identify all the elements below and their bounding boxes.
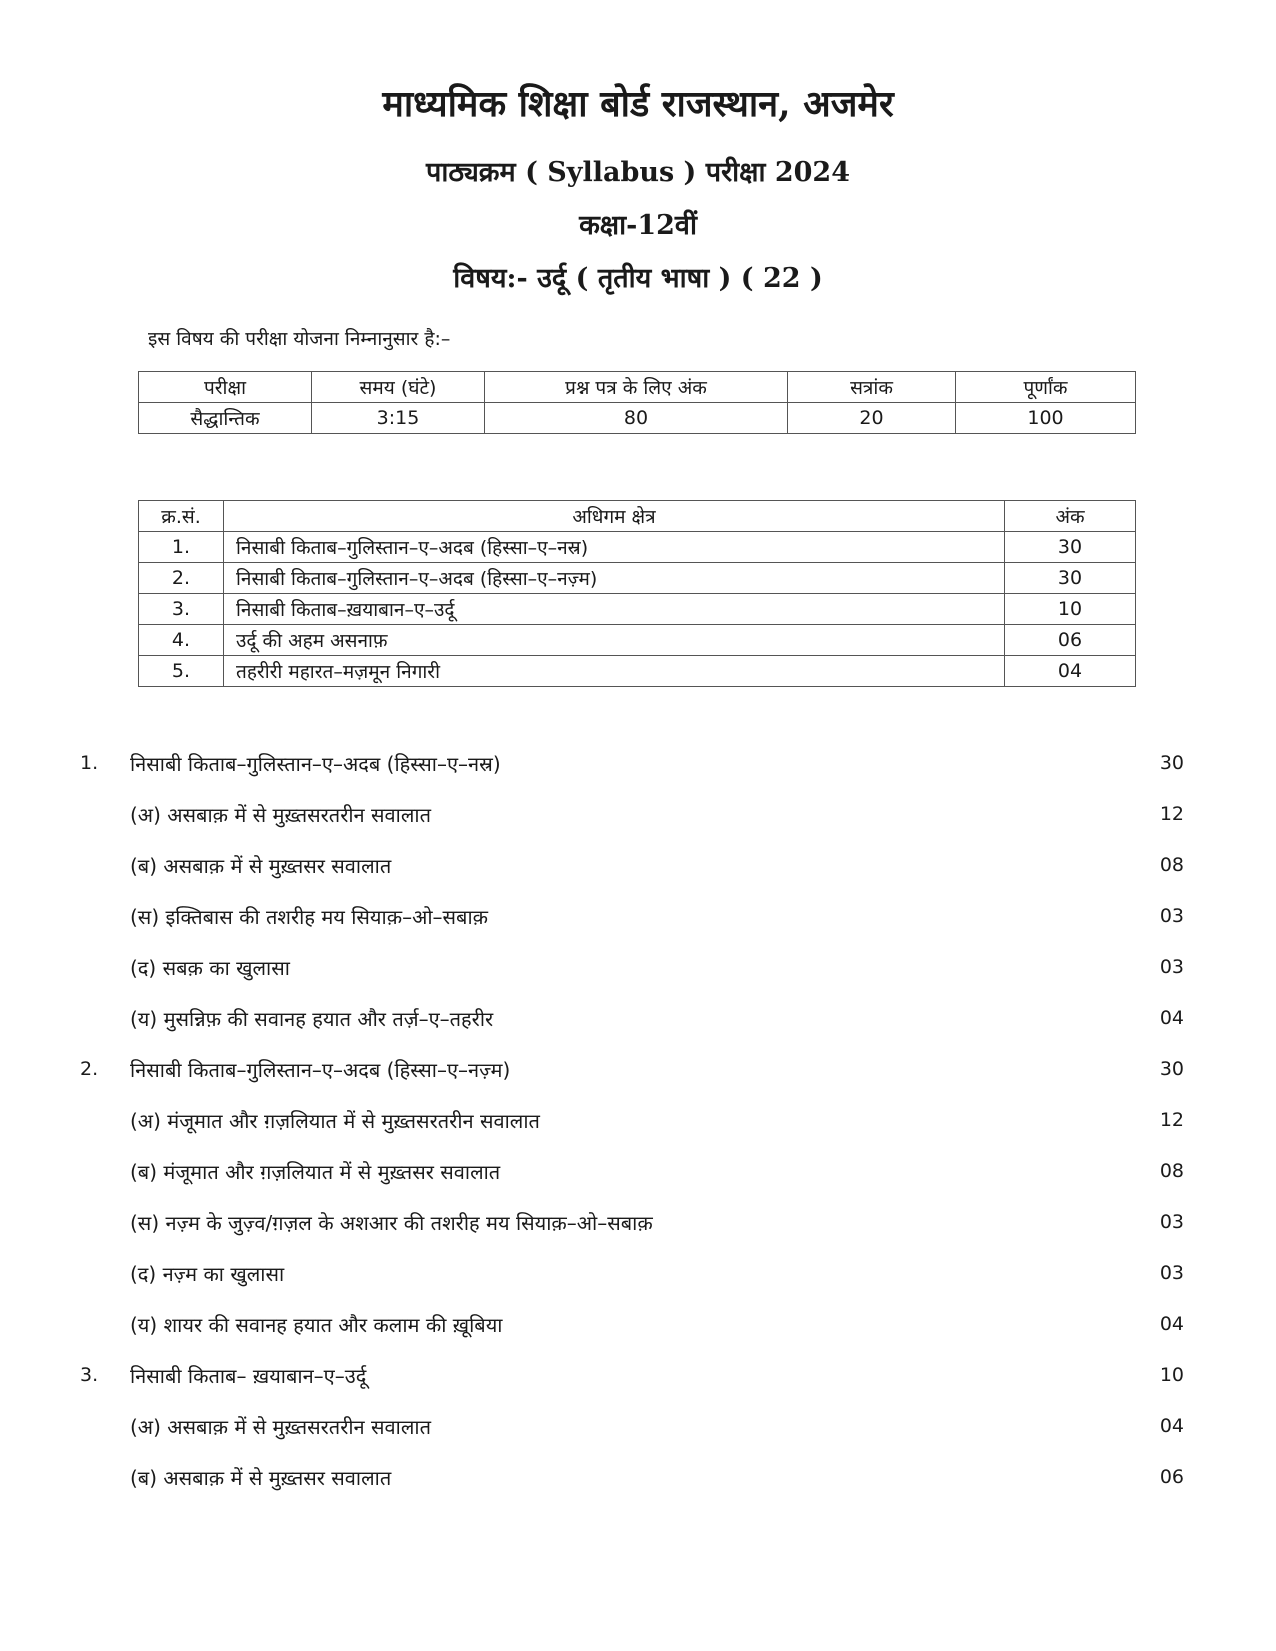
- table-cell: 20: [788, 403, 956, 434]
- table-cell: निसाबी किताब–गुलिस्तान–ए–अदब (हिस्सा–ए–नज़्म): [224, 563, 1005, 594]
- subject-title: विषय:- उर्दू ( तृतीय भाषा ) ( 22 ): [453, 263, 823, 294]
- table-cell: 100: [956, 403, 1136, 434]
- table-header-cell: प्रश्न पत्र के लिए अंक: [485, 372, 788, 403]
- table-cell: 1.: [139, 532, 224, 563]
- section-number: 3.: [80, 1364, 99, 1386]
- list-item: (अ) असबाक़ में से मुख़्तसरतरीन सवालात: [130, 803, 431, 827]
- table-cell: तहरीरी महारत–मज़मून निगारी: [224, 656, 1005, 687]
- section-number: 2.: [80, 1058, 99, 1080]
- list-item: (य) शायर की सवानह हयात और कलाम की ख़ूबिया: [130, 1313, 503, 1337]
- table-cell: उर्दू की अहम असनाफ़: [224, 625, 1005, 656]
- item-marks: 04: [1159, 1415, 1184, 1437]
- section-title: निसाबी किताब–गुलिस्तान–ए–अदब (हिस्सा–ए–नज़्म): [130, 1058, 511, 1082]
- table-cell: 30: [1005, 563, 1136, 594]
- item-marks: 08: [1159, 1160, 1184, 1182]
- table-header-row: [139, 372, 1136, 403]
- table-row: [139, 532, 1136, 563]
- section-title: निसाबी किताब– ख़याबान–ए–उर्दू: [130, 1364, 367, 1388]
- table-cell: 06: [1005, 625, 1136, 656]
- table-header-row: [139, 501, 1136, 532]
- table-cell: निसाबी किताब–गुलिस्तान–ए–अदब (हिस्सा–ए–नस्र): [224, 532, 1005, 563]
- item-marks: 04: [1159, 1007, 1184, 1029]
- item-marks: 08: [1159, 854, 1184, 876]
- table-cell: निसाबी किताब–ख़याबान–ए–उर्दू: [224, 594, 1005, 625]
- exam-scheme-table: [138, 371, 1136, 434]
- table-cell: 5.: [139, 656, 224, 687]
- intro-text: इस विषय की परीक्षा योजना निम्नानुसार है:–: [148, 328, 451, 350]
- table-row: [139, 403, 1136, 434]
- list-item: (य) मुसन्निफ़ की सवानह हयात और तर्ज़–ए–तहरीर: [130, 1007, 494, 1031]
- table-header-cell: क्र.सं.: [139, 501, 224, 532]
- table-cell: 10: [1005, 594, 1136, 625]
- list-item: (स) इक्तिबास की तशरीह मय सियाक़–ओ–सबाक़: [130, 905, 489, 929]
- list-item: (ब) असबाक़ में से मुख़्तसर सवालात: [130, 1466, 392, 1490]
- section-marks: 10: [1159, 1364, 1184, 1386]
- table-header-cell: समय (घंटे): [312, 372, 485, 403]
- table-cell: 30: [1005, 532, 1136, 563]
- list-item: (द) नज़्म का खुलासा: [130, 1262, 285, 1286]
- section-number: 1.: [80, 752, 99, 774]
- table-header-cell: अधिगम क्षेत्र: [224, 501, 1005, 532]
- list-item: (स) नज़्म के जुज़्व/ग़ज़ल के अशआर की तशरीह मय सियाक़–ओ–सबाक़: [130, 1211, 653, 1235]
- table-row: [139, 594, 1136, 625]
- table-cell: 3:15: [312, 403, 485, 434]
- section-title: निसाबी किताब–गुलिस्तान–ए–अदब (हिस्सा–ए–नस्र): [130, 752, 501, 776]
- item-marks: 03: [1159, 905, 1184, 927]
- table-row: [139, 563, 1136, 594]
- table-cell: 4.: [139, 625, 224, 656]
- item-marks: 12: [1159, 1109, 1184, 1131]
- syllabus-title: पाठ्यक्रम ( Syllabus ) परीक्षा 2024: [425, 157, 851, 188]
- table-row: [139, 656, 1136, 687]
- learning-area-table: [138, 500, 1136, 687]
- table-cell: 80: [485, 403, 788, 434]
- item-marks: 06: [1159, 1466, 1184, 1488]
- table-header-cell: पूर्णांक: [956, 372, 1136, 403]
- table-cell: 2.: [139, 563, 224, 594]
- list-item: (अ) मंजूमात और ग़ज़लियात में से मुख़्तसरतरीन सवालात: [130, 1109, 540, 1133]
- table-cell: 04: [1005, 656, 1136, 687]
- item-marks: 03: [1159, 1211, 1184, 1233]
- table-row: [139, 625, 1136, 656]
- table-cell: सैद्धान्तिक: [139, 403, 312, 434]
- section-marks: 30: [1159, 752, 1184, 774]
- item-marks: 03: [1159, 956, 1184, 978]
- section-marks: 30: [1159, 1058, 1184, 1080]
- board-title: माध्यमिक शिक्षा बोर्ड राजस्थान, अजमेर: [382, 83, 894, 125]
- list-item: (ब) मंजूमात और ग़ज़लियात में से मुख़्तसर सवालात: [130, 1160, 501, 1184]
- item-marks: 12: [1159, 803, 1184, 825]
- list-item: (द) सबक़ का खुलासा: [130, 956, 290, 980]
- table-header-cell: सत्रांक: [788, 372, 956, 403]
- table-cell: 3.: [139, 594, 224, 625]
- class-title: कक्षा-12वीं: [579, 210, 697, 241]
- item-marks: 03: [1159, 1262, 1184, 1284]
- list-item: (ब) असबाक़ में से मुख़्तसर सवालात: [130, 854, 392, 878]
- item-marks: 04: [1159, 1313, 1184, 1335]
- table-header-cell: परीक्षा: [139, 372, 312, 403]
- table-header-cell: अंक: [1005, 501, 1136, 532]
- list-item: (अ) असबाक़ में से मुख़्तसरतरीन सवालात: [130, 1415, 431, 1439]
